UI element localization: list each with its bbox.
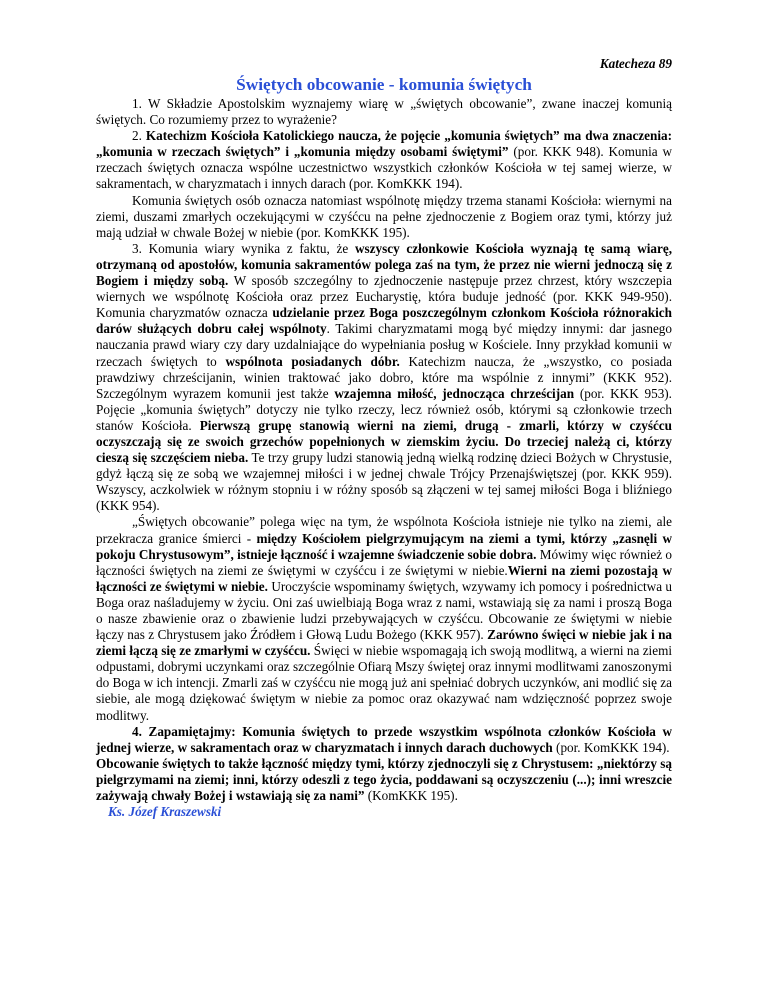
bold-text-run: Wierni na ziemi pozostają w łączności ze świętymi w niebie. (96, 562, 672, 594)
text-run: Komunia świętych osób oznacza natomiast wspólnotę między trzema stanami Kościoła: wiernymi na ziemi, duszami zmarłych oczekującymi w czyśćcu na pełne zjednoczenie z Bogiem oraz tymi, którzy już mają udział w chwale Bożej w niebie (por. KomKKK 195). (96, 192, 672, 240)
paragraph (96, 96, 672, 128)
bold-text-run: wzajemna miłość, jednocząca chrześcijan (334, 385, 575, 401)
paragraph (96, 193, 672, 241)
author-signature: Ks. Józef Kraszewski (108, 804, 222, 820)
text-run: „Świętych obcowanie” polega więc na tym, że wspólnota Kościoła istnieje nie tylko na ziemi, ale przekracza granice śmierci - (96, 514, 672, 546)
bold-text-run: Pierwszą grupę stanowią wierni na ziemi, drugą - zmarli, którzy w czyśćcu oczyszczają się ze swoich grzechów popełnionych w ziemskim życiu. Do trzeciej należą ci, którzy cieszą się szczęściem nieba. (96, 417, 672, 466)
text-run: Święci w niebie wspomagają ich swoją modlitwą, a wierni na ziemi odpustami, dobrymi uczynkami oraz szczególnie Ofiarą Mszy świętej oraz innymi modlitwami zanoszonymi do Boga w ich intencji. Zmarli zaś w czyśćcu nie mogą już ani spełniać dobrych uczynków, ani modlić się za siebie, ale mogą dziękować świętym w niebie za pomoc oraz okazywać nam wdzięczność poprzez swoje modlitwy. (96, 643, 672, 723)
running-head: Katecheza 89 (599, 56, 672, 71)
text-run: 2. (132, 128, 146, 144)
bold-text-run: wspólnota posiadanych dóbr. (225, 353, 400, 369)
bold-text-run: 4. Zapamiętajmy: Komunia świętych to przede wszystkim wspólnota członków Kościoła w jednej wierze, w sakramentach oraz w charyzmatach i innych darach duchowych (96, 723, 672, 755)
paragraph (96, 128, 672, 192)
text-run: Mówimy więc również o łączności świętych na ziemi ze świętymi w czyśćcu i ze świętymi w niebie. (96, 546, 672, 578)
text-run: 3. Komunia wiary wynika z faktu, że (132, 240, 355, 256)
text-run: (por. KomKKK 194). (552, 739, 670, 755)
bold-text-run: Obcowanie świętych to także łączność między tymi, którzy zjednoczyli się z Chrystusem: „niektórzy są pielgrzymami na ziemi; inni, którzy odeszli z tego życia, poddawani są oczyszczeniu (...); inni wreszcie zażywają chwały Bożej i wstawiają się za nami” (96, 755, 672, 804)
text-run: . Takimi charyzmatami mogą być między innymi: dar jasnego nauczania prawd wiary czy dary uzdalniające do wypełniania posług w Kościele. Inny przykład komunii w rzeczach świętych to (96, 321, 672, 369)
text-run: (por. KKK 948). Komunia w rzeczach świętych oznacza wspólne uczestnictwo wszystkich członków Kościoła w tej samej wierze, w sakramentach, w charyzmatach i innych darach (por. KomKKK 194). (96, 144, 673, 192)
text-run: Te trzy grupy ludzi stanowią jedną wielką rodzinę dzieci Bożych w Chrystusie, gdyż łączą się ze sobą we wzajemnej miłości i w jednej chwale Trójcy Przenajświętszej (por. KKK 959). Wszyscy, aczkolwiek w różnym stopniu i w różny sposób są złączeni w tej samej miłości Boga i bliźniego (KKK 954). (96, 450, 672, 514)
paragraph (96, 514, 672, 723)
paragraph (96, 724, 672, 756)
text-run: Katechizm naucza, że „wszystko, co posiada prawdziwy chrześcijanin, winien traktować jako dobro, które ma wspólnie z innymi” (KKK 952). Szczególnym wyrazem komunii jest także (96, 353, 672, 401)
bold-text-run: między Kościołem pielgrzymującym na ziemi a tymi, którzy „zasnęli w pokoju Chrystusowym”, istnieje łączność i wzajemne świadczenie sobie dobra. (96, 530, 672, 562)
bold-text-run: Zarówno święci w niebie jak i na ziemi łączą się ze zmarłymi w czyśćcu. (96, 627, 672, 659)
text-run: (KomKKK 195). (364, 788, 458, 804)
page-title: Świętych obcowanie - komunia świętych (236, 75, 532, 94)
text-run: W sposób szczególny to zjednoczenie następuje przez chrzest, który wszczepia wiernych we wspólnotę Kościoła oraz przez Eucharystię, która buduje jedność (por. KKK 949-950). Komunia charyzmatów oznacza (96, 273, 672, 321)
bold-text-run: wszyscy członkowie Kościoła wyznają tę samą wiarę, otrzymaną od apostołów, komunia sakramentów polega zaś na tym, że przez nie wierni jednoczą się z Bogiem i między sobą. (96, 240, 672, 289)
text-run: 1. W Składzie Apostolskim wyznajemy wiarę w „świętych obcowanie”, zwane inaczej komunią świętych. Co rozumiemy przez to wyrażenie? (96, 96, 672, 128)
text-run: Uroczyście wspominamy świętych, wzywamy ich pomocy i pośrednictwa u Boga oraz naśladujemy w życiu. Oni zaś uwielbiają Boga wraz z nami, wstawiają się za nami i proszą Boga o nasze zbawienie oraz o zbawienie ludzi przebywających w czyśćcu. Obcowanie ze świętymi w niebie łączy nas z Chrystusem jako Źródłem i Głową Ludu Bożego (KKK 957). (96, 578, 672, 643)
bold-text-run: Katechizm Kościoła Katolickiego naucza, że pojęcie „komunia świętych” ma dwa znaczenia: „komunia w rzeczach świętych” i „komunia między osobami świętymi” (96, 128, 672, 160)
closing-paragraph (96, 756, 672, 804)
bold-text-run: udzielanie przez Boga poszczególnym członkom Kościoła różnorakich darów służących dobru całej wspólnoty (96, 305, 672, 337)
text-run: (por. KKK 953). Pojęcie „komunia świętych” dotyczy nie tylko rzeczy, lecz również osób, którymi są członkowie trzech stanów Kościoła. (96, 385, 672, 433)
document-page (96, 56, 672, 820)
paragraph (96, 241, 672, 515)
